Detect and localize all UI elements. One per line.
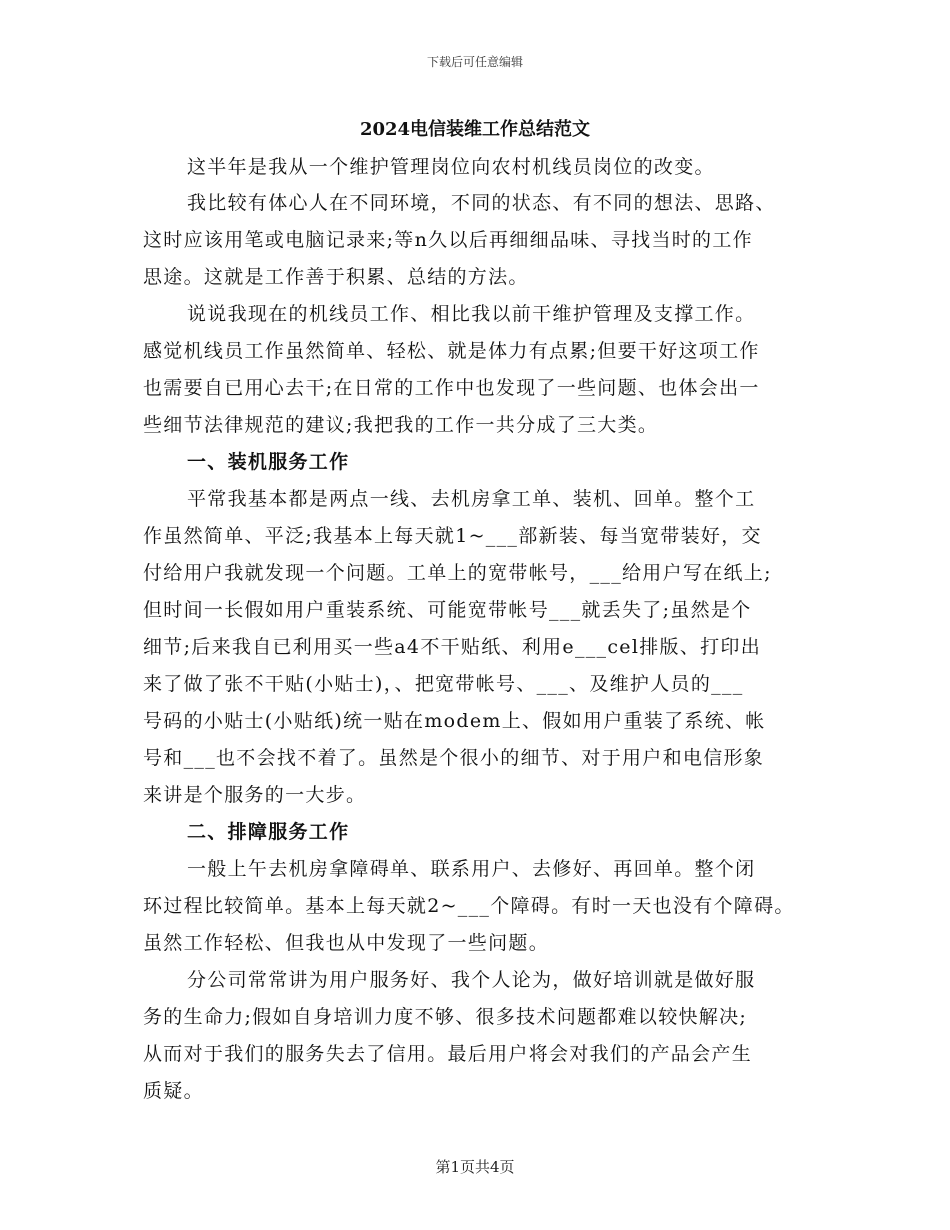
paragraph-line: 务的生命力;假如自身培训力度不够、很多技术问题都难以较快解决;: [143, 1006, 748, 1028]
paragraph-line: 作虽然简单、平泛;我基本上每天就1~___部新装、每当宽带装好，交: [143, 525, 762, 547]
paragraph-line: 虽然工作轻松、但我也从中发现了一些问题。: [143, 932, 550, 954]
paragraph-line: 我比较有体心人在不同环境，不同的状态、有不同的想法、思路、: [187, 192, 776, 214]
paragraph-line: 这半年是我从一个维护管理岗位向农村机线员岗位的改变。: [187, 156, 715, 178]
paragraph-line: 但时间一长假如用户重装系统、可能宽带帐号___就丢失了;虽然是个: [143, 599, 752, 621]
section-heading: 二、排障服务工作: [187, 821, 350, 843]
paragraph-line: 说说我现在的机线员工作、相比我以前干维护管理及支撑工作。: [187, 303, 756, 325]
paragraph-line: 环过程比较简单。基本上每天就2~___个障碍。有时一天也没有个障碍。: [143, 895, 795, 917]
paragraph-line: 平常我基本都是两点一线、去机房拿工单、装机、回单。整个工: [187, 488, 756, 510]
paragraph-line: 分公司常常讲为用户服务好、我个人论为，做好培训就是做好服: [187, 969, 756, 991]
paragraph-line: 一般上午去机房拿障碍单、联系用户、去修好、再回单。整个闭: [187, 858, 756, 880]
paragraph-line: 这时应该用笔或电脑记录来;等n久以后再细细品味、寻找当时的工作: [143, 229, 753, 251]
paragraph-line: 来了做了张不干贴(小贴士)，、把宽带帐号、___、及维护人员的___: [143, 673, 744, 695]
paragraph-line: 从而对于我们的服务失去了信用。最后用户将会对我们的产品会产生: [143, 1043, 753, 1065]
paragraph-line: 些细节法律规范的建议;我把我的工作一共分成了三大类。: [143, 414, 659, 436]
page-footer: 第1页共4页: [435, 1158, 515, 1176]
paragraph-line: 质疑。: [143, 1080, 204, 1102]
paragraph-line: 号和___也不会找不着了。虽然是个很小的细节、对于用户和电信形象: [143, 747, 765, 769]
document-title: 2024电信装维工作总结范文: [359, 119, 591, 140]
paragraph-line: 来讲是个服务的一大步。: [143, 784, 367, 806]
header-note: 下载后可任意编辑: [426, 55, 523, 69]
paragraph-line: 号码的小贴士(小贴纸)统一贴在modem上、假如用户重装了系统、帐: [143, 710, 766, 732]
paragraph-line: 也需要自已用心去干;在日常的工作中也发现了一些问题、也体会出一: [143, 377, 760, 399]
paragraph-line: 细节;后来我自已利用买一些a4不干贴纸、利用e___cel排版、打印出: [143, 636, 762, 658]
paragraph-line: 感觉机线员工作虽然简单、轻松、就是体力有点累;但要干好这项工作: [143, 340, 760, 362]
section-heading: 一、装机服务工作: [187, 451, 350, 473]
paragraph-line: 付给用户我就发现一个问题。工单上的宽带帐号，___给用户写在纸上;: [143, 562, 772, 584]
paragraph-line: 思途。这就是工作善于积累、总结的方法。: [143, 266, 529, 288]
